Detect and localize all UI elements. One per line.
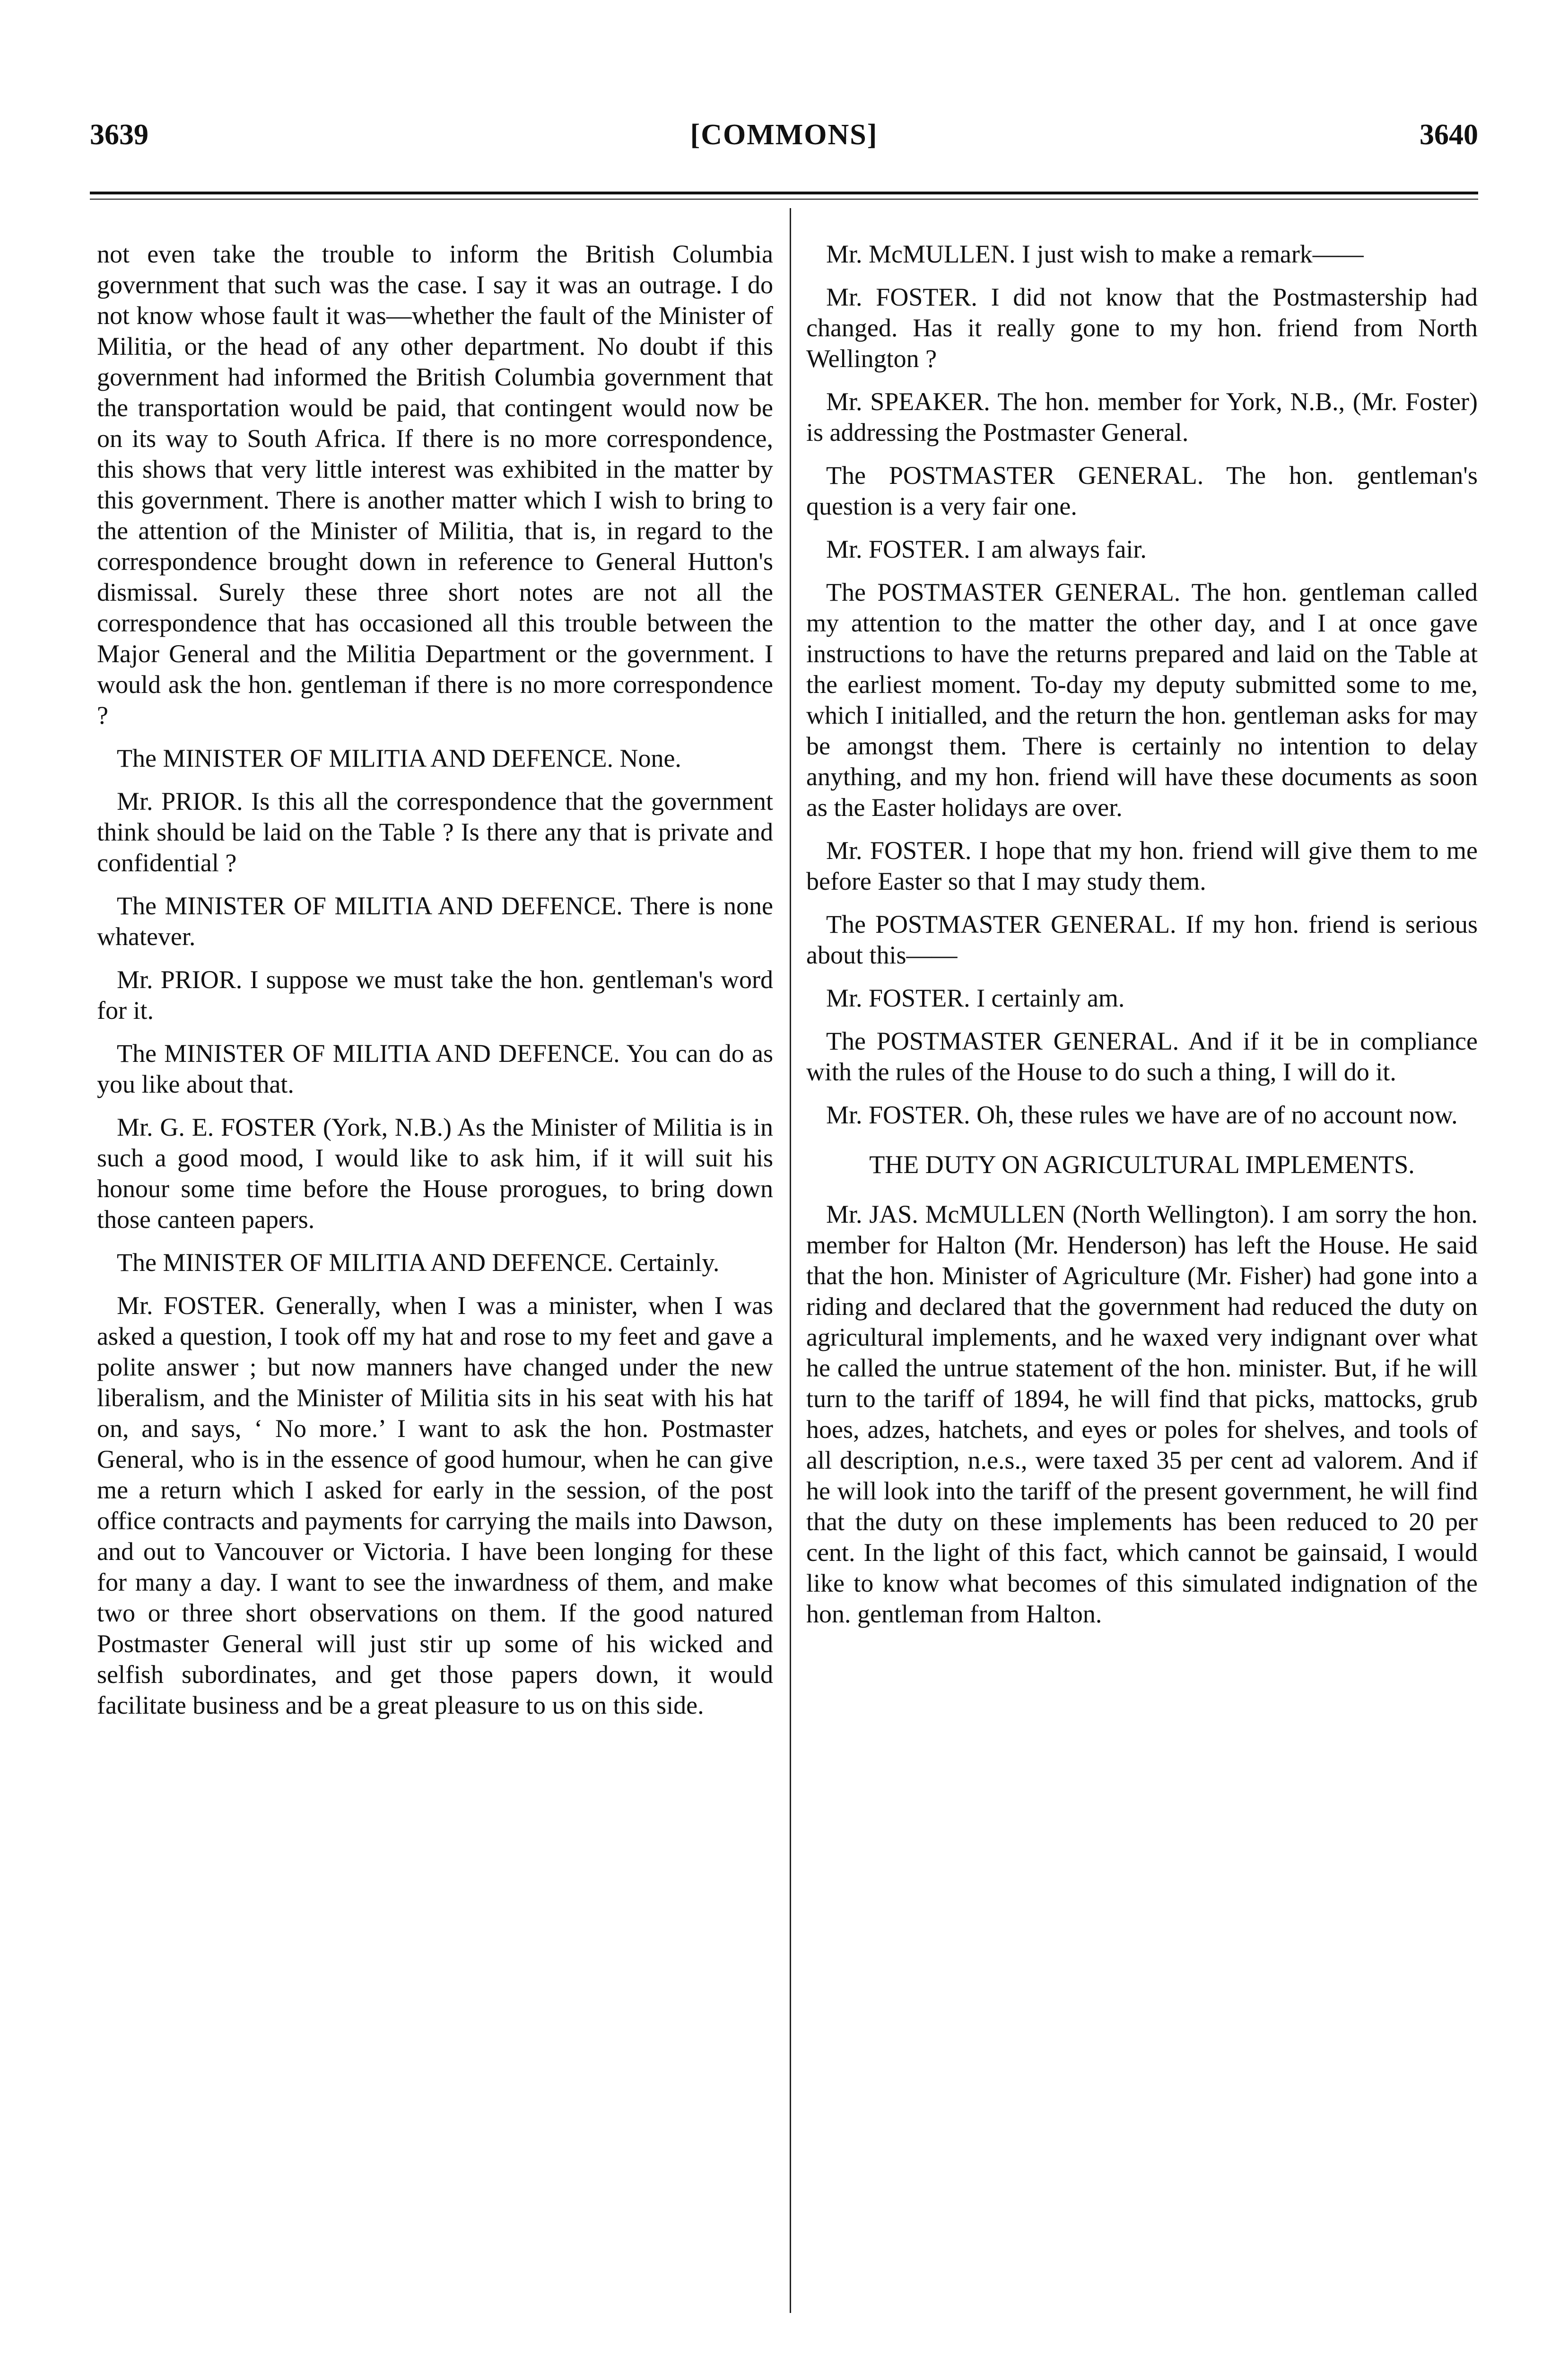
- paragraph: The MINISTER OF MILITIA AND DEFENCE. None.: [117, 744, 681, 772]
- paragraph: The POSTMASTER GENERAL. And if it be in compliance with the rules of the House to do such a thing, I will do it.: [806, 1027, 1478, 1086]
- paragraph: Mr. PRIOR. Is this all the correspondence that the government think should be laid on the Table ? Is there any that is private and confidential ?: [97, 787, 773, 877]
- paragraph: The POSTMASTER GENERAL. The hon. gentleman's question is a very fair one.: [806, 461, 1478, 520]
- paragraph: The MINISTER OF MILITIA AND DEFENCE. You can do as you like about that.: [97, 1039, 773, 1098]
- paragraph: The MINISTER OF MILITIA AND DEFENCE. Certainly.: [117, 1248, 720, 1277]
- column-divider: [790, 208, 791, 2313]
- paragraph: Mr. FOSTER. Oh, these rules we have are of no account now.: [826, 1101, 1458, 1129]
- header-rule-thick: [90, 192, 1478, 194]
- left-page-number: 3639: [90, 119, 148, 151]
- paragraph: Mr. SPEAKER. The hon. member for York, N.B., (Mr. Foster) is addressing the Postmaster General.: [806, 387, 1478, 447]
- paragraph: Mr. G. E. FOSTER (York, N.B.) As the Minister of Militia is in such a good mood, I would like to ask him, if it will suit his honour some time before the House prorogues, to bring down those canteen papers.: [97, 1113, 773, 1234]
- paragraph: The POSTMASTER GENERAL. The hon. gentleman called my attention to the matter the other day, and I at once gave instructions to have the returns prepared and laid on the Table at the earliest moment. To-day my deputy submitted some to me, which I initialled, and the return the hon. gentleman asks for may be amongst them. There is certainly no intention to delay anything, and my hon. friend will have these documents as soon as the Easter holidays are over.: [806, 578, 1478, 822]
- paragraph: Mr. FOSTER. I certainly am.: [826, 984, 1125, 1012]
- paragraph: Mr. FOSTER. I did not know that the Postmastership had changed. Has it really gone to my hon. friend from North Wellington ?: [806, 283, 1478, 373]
- section-heading: THE DUTY ON AGRICULTURAL IMPLEMENTS.: [869, 1150, 1415, 1179]
- paragraph: not even take the trouble to inform the British Columbia government that such was the case. I say it was an outrage. I do not know whose fault it was—whether the fault of the Minister of Militia, or the head of any other department. No doubt if this government had informed the British Columbia government that the transportation would be paid, that contingent would now be on its way to South Africa. If there is no more correspondence, this shows that very little interest was exhibited in the matter by this government. There is another matter which I wish to bring to the attention of the Minister of Militia, that is, in regard to the correspondence brought down in reference to General Hutton's dismissal. Surely these three short notes are not all the correspondence that has occasioned all this trouble between the Major General and the Militia Department or the government. I would ask the hon. gentleman if there is no more correspondence ?: [97, 240, 773, 729]
- right-page-number: 3640: [1420, 119, 1478, 151]
- paragraph: The POSTMASTER GENERAL. If my hon. friend is serious about this——: [806, 910, 1478, 969]
- right-column: [806, 239, 1478, 1642]
- paragraph: Mr. JAS. McMULLEN (North Wellington). I am sorry the hon. member for Halton (Mr. Henderson) has left the House. He said that the hon. Minister of Agriculture (Mr. Fisher) had gone into a riding and declared that the government had reduced the duty on agricultural implements, and he waxed very indignant over what he called the untrue statement of the hon. minister. But, if he will turn to the tariff of 1894, he will find that picks, mattocks, grub hoes, adzes, hatchets, and eyes or poles for shelves, and tools of all description, n.e.s., were taxed 35 per cent ad valorem. And if he will look into the tariff of the present government, he will find that the duty on these implements has been reduced to 20 per cent. In the light of this fact, which cannot be gainsaid, I would like to know what becomes of this simulated indignation of the hon. gentleman from Halton.: [806, 1200, 1478, 1628]
- paragraph: Mr. FOSTER. I hope that my hon. friend will give them to me before Easter so that I may study them.: [806, 836, 1478, 895]
- left-column: [97, 239, 773, 1733]
- paragraph: Mr. PRIOR. I suppose we must take the hon. gentleman's word for it.: [97, 965, 773, 1025]
- paragraph: Mr. McMULLEN. I just wish to make a remark——: [826, 240, 1364, 268]
- paragraph: Mr. FOSTER. I am always fair.: [826, 535, 1147, 563]
- paragraph: The MINISTER OF MILITIA AND DEFENCE. There is none whatever.: [97, 892, 773, 951]
- header-title: [COMMONS]: [690, 119, 878, 151]
- header-rule-thin: [90, 199, 1478, 200]
- page-header: [0, 118, 1568, 156]
- paragraph: Mr. FOSTER. Generally, when I was a minister, when I was asked a question, I took off my hat and rose to my feet and gave a polite answer ; but now manners have changed under the new liberalism, and the Minister of Militia sits in his seat with his hat on, and says, ‘ No more.’ I want to ask the hon. Postmaster General, who is in the essence of good humour, when he can give me a return which I asked for early in the session, of the post office contracts and payments for carrying the mails into Dawson, and out to Vancouver or Victoria. I have been longing for these for many a day. I want to see the inwardness of them, and make two or three short observations on them. If the good natured Postmaster General will just stir up some of his wicked and selfish subordinates, and get those papers down, it would facilitate business and be a great pleasure to us on this side.: [97, 1291, 773, 1719]
